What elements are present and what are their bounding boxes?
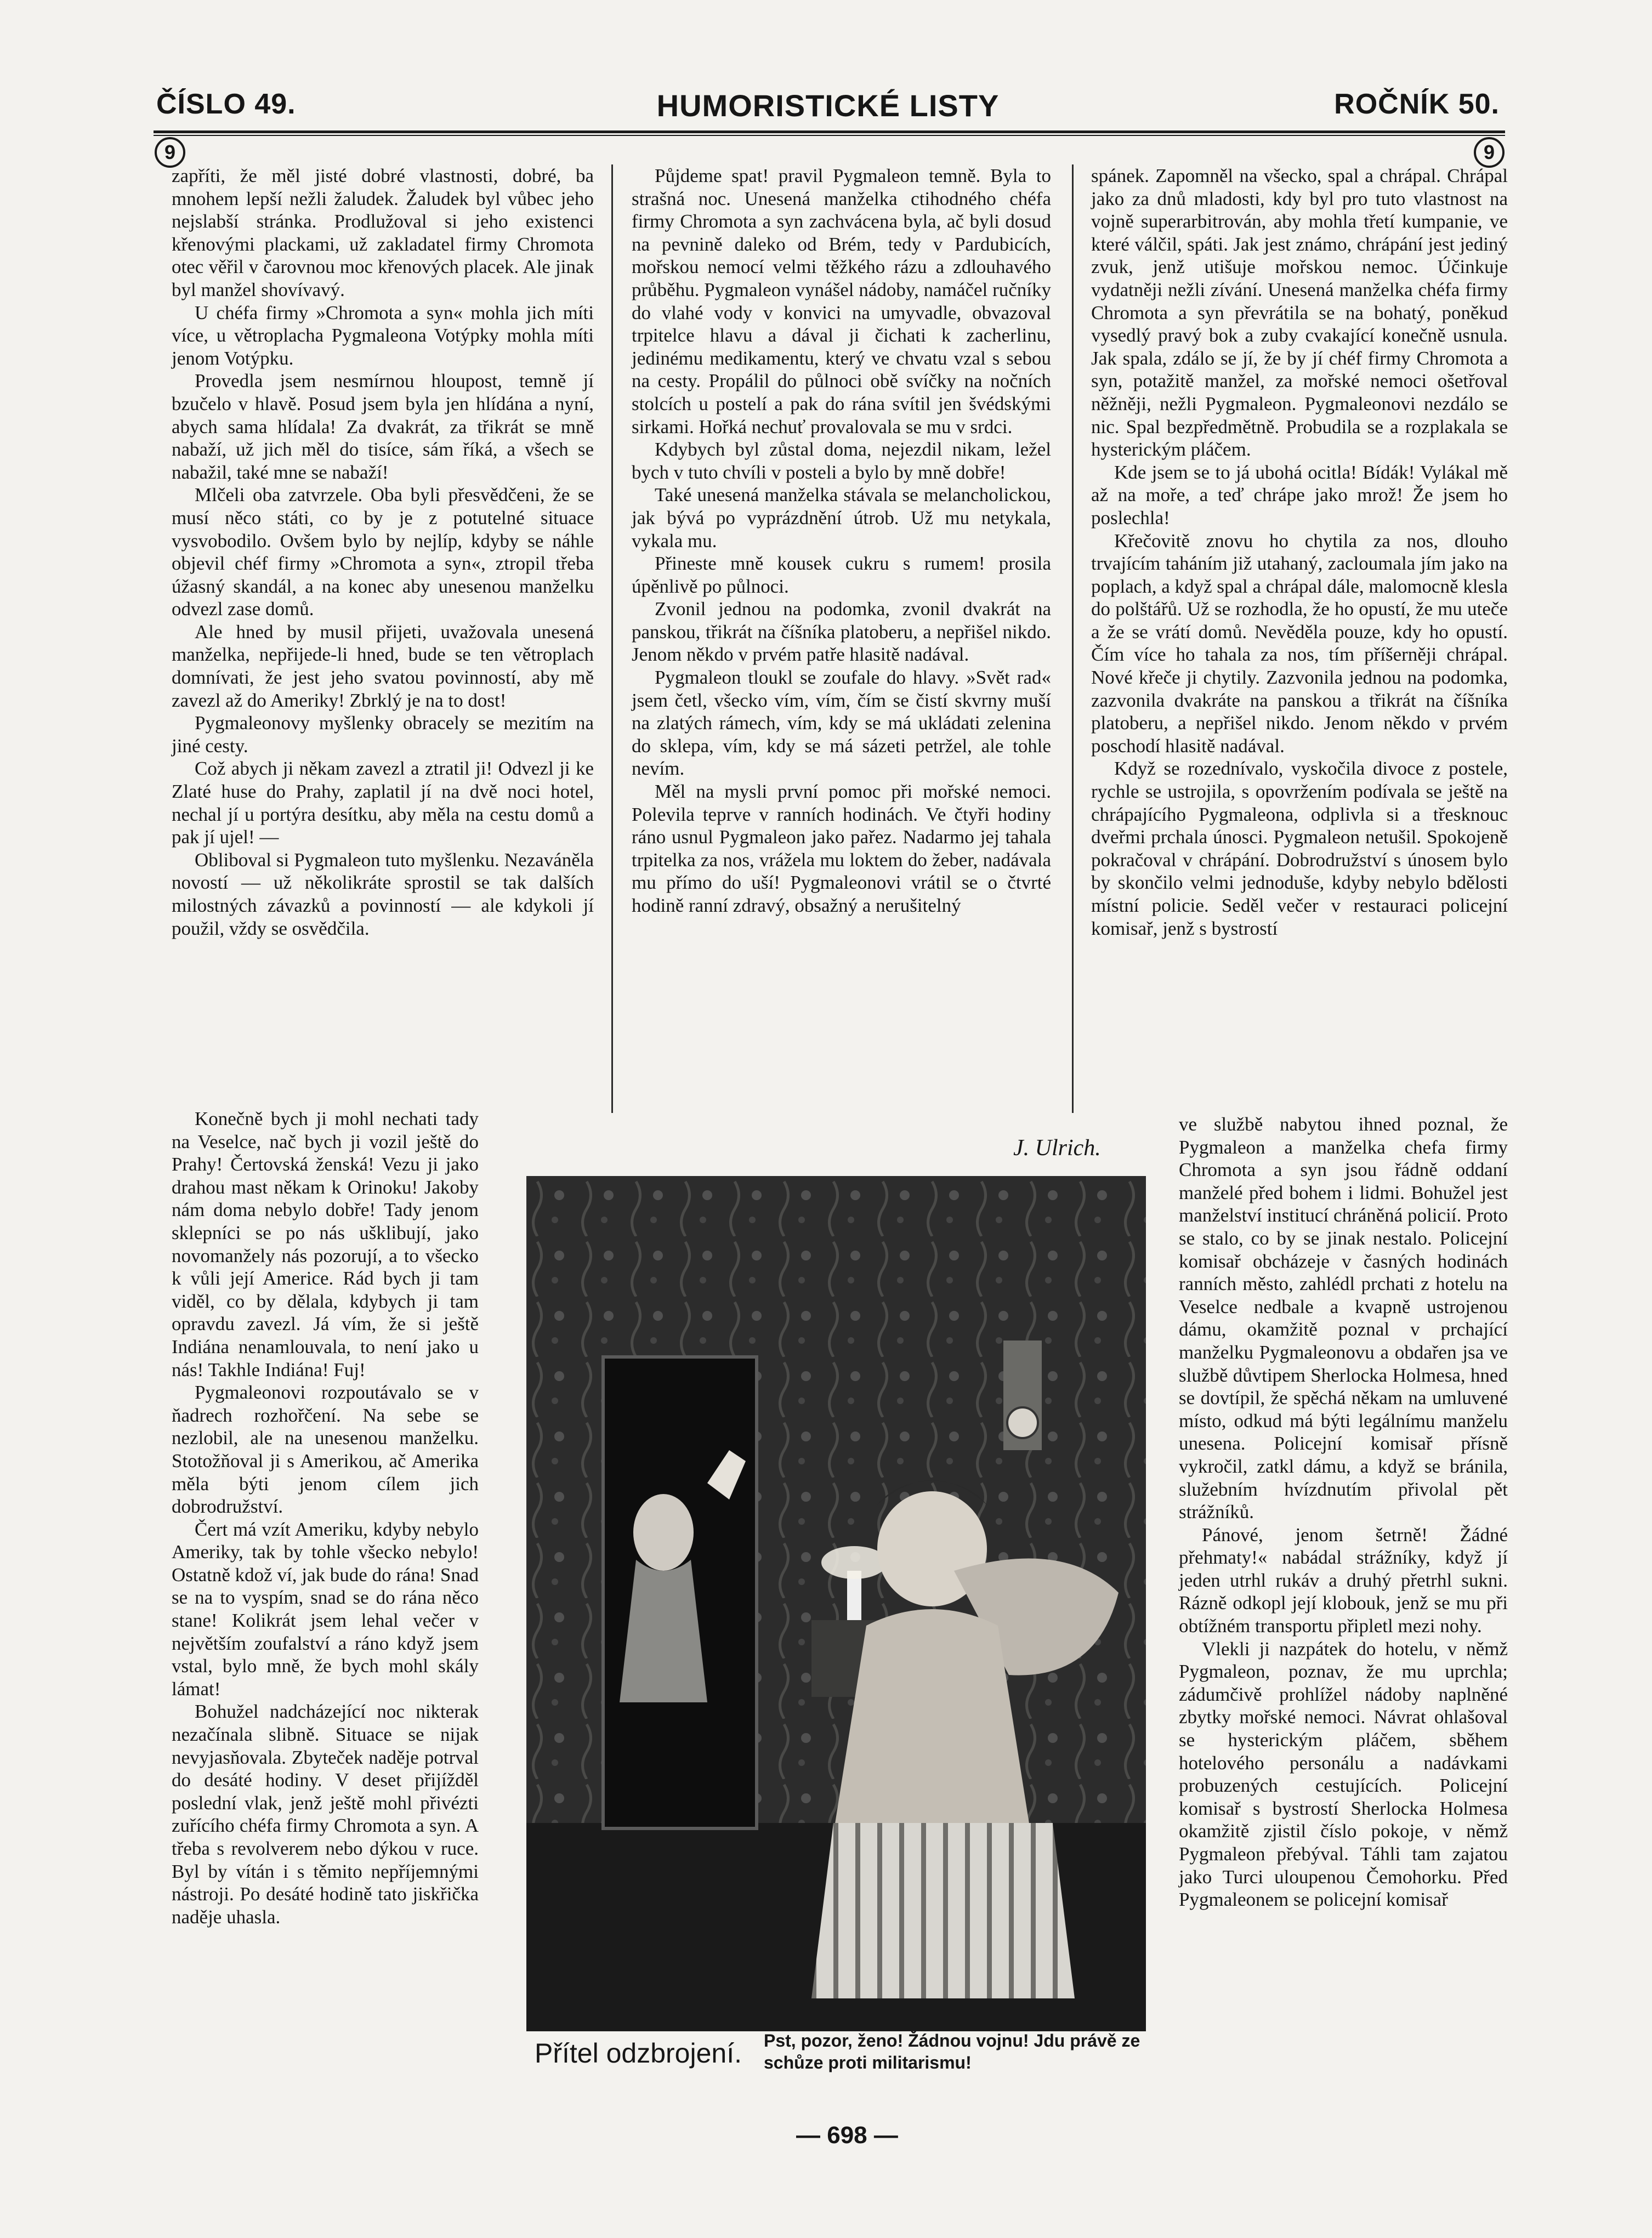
- paragraph: Zvonil jednou na podomka, zvonil dvakrát na panskou, třikrát na číšníka platoberu, a nepřišel nikdo. Jenom někdo v prvém patře hlasitě nadával.: [632, 598, 1051, 666]
- paragraph: Pygmaleonovy myšlenky obracely se mezitím na jiné cesty.: [172, 712, 594, 757]
- volume-number: ROČNÍK 50.: [1334, 88, 1500, 120]
- paragraph: Půjdeme spat! pravil Pygmaleon temně. Byla to strašná noc. Unesená manželka ctihodného chéfa firmy Chromota a syn zachvácena byla, ač byli dosud na pevnině daleko od Brém, tedy v Pardubicích, mořskou nemocí velmi těžkého rázu a zdlouhavého průběhu. Pygmaleon vynášel nádoby, namáčel ručníky do vlahé vody v konvici na umyvadle, obvazoval trpitelce hlavu a dával ji čichati k zacherlinu, jedinému medikamentu, který ve chvatu vzal s sebou na cesty. Propálil do půlnoci obě svíčky na nočních stolcích u postelí a pak do rána svítil jen švédskými sirkami. Hořká nechuť provalovala se mu v srdci.: [632, 165, 1051, 438]
- header-rule: [154, 130, 1505, 133]
- paragraph: Mlčeli oba zatvrzele. Oba byli přesvědčeni, že se musí něco státi, co by je z potutelné situace vysvobodilo. Ovšem bylo by nejlíp, kdyby se náhle objevil chéf firmy »Chromota a syn«, ztropil třeba úžasný skandál, a na konec aby unesenou manželku odvezl zase domů.: [172, 484, 594, 620]
- paragraph: Měl na mysli první pomoc při mořské nemoci. Polevila teprve v ranních hodinách. Ve čtyři hodiny ráno usnul Pygmaleon jako pařez. Nadarmo jej tahala trpitelka za nos, vrážela mu loktem do žeber, nadávala mu přímo do uší! Pygmaleonovi vrátil se o čtvrté hodině ranní zdravý, obsažný a nerušitelný: [632, 781, 1051, 916]
- illustration: [526, 1176, 1146, 2031]
- column-2: [632, 164, 1051, 917]
- paragraph: ve službě nabytou ihned poznal, že Pygmaleon a manželka chefa firmy Chromota a syn jsou řádně oddaní manželé před bohem i lidmi. Bohužel jest manželství institucí chráněná policií. Proto se stalo, co by se jinak nestalo. Policejní komisař obcházeje v časných hodinách ranních město, zahlédl prchati z hotelu na Veselce nedbale a kvapně ustrojenou dámu, okamžitě poznal v prchající manželku Pygmaleonovu a obdařen jsa ve službě důvtipem Sherlocka Holmesa, hned se dovtípil, že spěchá někam na umluvené místo, odkud má býti legálnímu manželu unesena. Policejní komisař přísně vykročil, zatkl dámu, a když se bránila, služebním hvízdnutím přivolal pět strážníků.: [1179, 1114, 1508, 1523]
- column-1: [172, 164, 594, 940]
- column-1-wrap: [172, 1107, 479, 1928]
- paragraph: Kdybych byl zůstal doma, nejezdil nikam, ležel bych v tuto chvíli v posteli a bylo by mně dobře!: [632, 439, 1051, 483]
- paragraph: Provedla jsem nesmírnou hloupost, temně jí bzučelo v hlavě. Posud jsem byla jen hlídána a nyní, abych sama hlídala! Za dvakrát, za třikrát se mně nabaží, už jich měl do tisíce, sám říká, a všech se nabažil, také mne se nabaží!: [172, 370, 594, 483]
- candle-glow: [821, 1546, 887, 1579]
- paragraph: Pygmaleonovi rozpoutávalo se v ňadrech rozhořčení. Na sebe se nezlobil, ale na unesenou manželku. Stotožňoval ji s Amerikou, ač Amerika měla býti jenom cílem jich dobrodružství.: [172, 1382, 479, 1518]
- author-signature: J. Ulrich.: [1013, 1135, 1101, 1161]
- header-rule-thin: [154, 135, 1505, 136]
- caption-title: Přítel odzbrojení.: [535, 2038, 742, 2069]
- paragraph: zapříti, že měl jisté dobré vlastnosti, dobré, ba mnohem lepší nežli žaludek. Žaludek byl vůbec jeho nejslabší stránka. Prodlužoval si jeho existenci křenovými plackami, už zakladatel firmy Chromota otec věřil v čarovnou moc křenových placek. Ale jinak byl manžel shovívavý.: [172, 165, 594, 300]
- paragraph: Pánové, jenom šetrně! Žádné přehmaty!« nabádal strážníky, když jí jeden utrhl rukáv a druhý přetrhl sukni. Rázně odkopl její klobouk, jenž se mu při obtížném transportu připletl mezi nohy.: [1179, 1524, 1508, 1637]
- paragraph: Ale hned by musil přijeti, uvažovala unesená manželka, nepřijede-li hned, bude se ten větroplach domnívati, že jest jeho svatou povinností, aby mě zavezl až do Ameriky! Zbrklý je na to dost!: [172, 621, 594, 711]
- paragraph: Čert má vzít Ameriku, kdyby nebylo Ameriky, tak by tohle všecko nebylo! Ostatně kdož ví, jak bude do rána! Snad se na to vyspím, snad se do rána něco stane! Kolikrát jsem lehal večer v největším zoufalství a ráno když jsem vstal, bylo mně, že bych mohl skály lámat!: [172, 1518, 479, 1700]
- column-3-wrap: [1179, 1113, 1508, 1911]
- striped-skirt: [811, 1823, 1075, 1998]
- man-face: [633, 1494, 694, 1571]
- masthead-title: HUMORISTICKÉ LISTY: [656, 88, 1000, 123]
- page-header: [156, 88, 1500, 132]
- paragraph: Přineste mně kousek cukru s rumem! prosila úpěnlivě po půlnoci.: [632, 553, 1051, 597]
- paragraph: Bohužel nadcházející noc nikterak nezačínala slibně. Situace se nijak nevyjasňovala. Zbyteček naděje potrval do desáté hodiny. V deset přijížděl poslední vlak, jenž ještě mohl přivézti zuřícího chéfa firmy Chromota a syn. A třeba s revolverem nebo dýkou v ruce. Byl by vítán i s těmito nepříjemnými nástroji. Po desáté hodině tato jiskřička naděje uhasla.: [172, 1701, 479, 1928]
- illustration-drawing: [526, 1176, 1146, 2031]
- paragraph: U chéfa firmy »Chromota a syn« mohla jich míti více, u větroplacha Pygmaleona Votýpky mohla míti jenom Votýpku.: [172, 302, 594, 369]
- column-divider-1: [611, 164, 613, 1113]
- clock-icon: [1007, 1407, 1038, 1438]
- page-mark-left: 9: [155, 137, 185, 168]
- caption-text: Pst, pozor, ženo! Žádnou vojnu! Jdu právě ze schůze proti militarismu!: [764, 2031, 1140, 2072]
- paragraph: Také unesená manželka stávala se melancholickou, jak bývá po vyprázdnění útrob. Už mu netykala, vykala mu.: [632, 484, 1051, 552]
- paragraph: Konečně bych ji mohl nechati tady na Veselce, nač bych ji vozil ještě do Prahy! Čertovská ženská! Vezu ji jako drahou mast někam k Orinoku! Jakoby nám doma nebylo dobře! Tady jenom sklepníci se po nás ušklibují, jako novomanžely nás pozorují, a to všecko k vůli její Americe. Rád bych ji tam viděl, co by dělala, kdybych ji tam opravdu zavezl. Já vím, že si ještě Indiána nenamlouvala, to není jako u nás! Takhle Indiána! Fuj!: [172, 1108, 479, 1381]
- column-divider-2: [1072, 164, 1074, 1113]
- paragraph: Kde jsem se to já ubohá ocitla! Bídák! Vylákal mě až na moře, a teď chrápe jako mrož! Že jsem ho poslechla!: [1091, 461, 1508, 529]
- page-number: — 698 —: [796, 2122, 898, 2149]
- column-3: [1091, 164, 1508, 940]
- paragraph: Obliboval si Pygmaleon tuto myšlenku. Nezaváněla novostí — už několikráte sprostil se tak dalších milostných závazků a povinností — ale kdykoli jí použil, vždy se osvědčila.: [172, 849, 594, 939]
- page-mark-right: 9: [1474, 137, 1505, 168]
- paragraph: Pygmaleon tloukl se zoufale do hlavy. »Svět rad« jsem četl, všecko vím, vím, čím se čistí skvrny muší na zlatých rámech, vím, kdy se má ukládati zelenina do sklepa, vím, kdy se má sázeti petržel, ale tohle nevím.: [632, 667, 1051, 780]
- paragraph: Což abych ji někam zavezl a ztratil ji! Odvezl ji ke Zlaté huse do Prahy, zaplatil jí na dvě noci hotel, nechal jí u portýra desítku, aby měla na cestu domů a pak jí ujel! —: [172, 758, 594, 848]
- paragraph: Vlekli ji nazpátek do hotelu, v němž Pygmaleon, poznav, že mu uprchla; zádumčivě prohlížel nádoby naplněné zbytky mořské nemoci. Návrat ohlašoval se hysterickým pláčem, sběhem hotelového personálu a nadávkami probuzených cestujících. Policejní komisař s bystrostí Sherlocka Holmesa okamžitě zjistil číslo pokoje, v němž Pygmaleon přebýval. Táhli tam zajatou jako Turci uloupenou Čemohorku. Před Pygmaleonem se policejní komisař: [1179, 1638, 1508, 1911]
- issue-number: ČÍSLO 49.: [156, 88, 296, 120]
- paragraph: Když se rozednívalo, vyskočila divoce z postele, rychle se ustrojila, s opovržením podívala se ještě na chrápajícího Pygmaleona, odplivla si a třesknouc dveřmi prchala únosci. Pygmaleon netušil. Spokojeně pokračoval v chrápání. Dobrodružství s únosem bylo by skončilo velmi jednoduše, kdyby nebylo bdělosti místní policie. Seděl večer v restauraci policejní komisař, jenž s bystrostí: [1091, 758, 1508, 939]
- paragraph: spánek. Zapomněl na všecko, spal a chrápal. Chrápal jako za dnů mladosti, kdy byl pro tuto vlastnost na vojně superarbitrován, aby mohla třetí kumpanie, ve které válčil, spáti. Jak jest známo, chrápání jest jediný zvuk, jenž utišuje mořskou nemoc. Účinkuje vydatněji nežli zívání. Unesená manželka chéfa firmy Chromota a syn převrátila se na bohatý, poněkud vysedlý pravý bok a zuby cvakající konečně usnula. Jak spala, zdálo se jí, že by jí chéf firmy Chromota a syn, potažitě manžel, za mořské nemoci ošetřoval něžněji, nežli Pygmaleon. Pygmaleonovi nezdálo se nic. Spal bezpředmětně. Probudila se a rozplakala se hysterickým pláčem.: [1091, 165, 1508, 461]
- paragraph: Křečovitě znovu ho chytila za nos, dlouho trvajícím taháním již utahaný, zacloumala jím jako na poplach, a když spal a chrápal dále, malomocně klesla do polštářů. Už se rozhodla, že ho opustí, že mu uteče a že se vrátí domů. Nevěděla pouze, kdy ho opustí. Čím více ho tahala za nos, tím příšerněji chrápal. Nové křeče ji chytily. Zazvonila jednou na podomka, zazvonila dvakráte na panskou a třikrát na číšníka platoberu, a nepřišel nikdo. Jenom někdo v prvém poschodí hlasitě nadával.: [1091, 530, 1508, 757]
